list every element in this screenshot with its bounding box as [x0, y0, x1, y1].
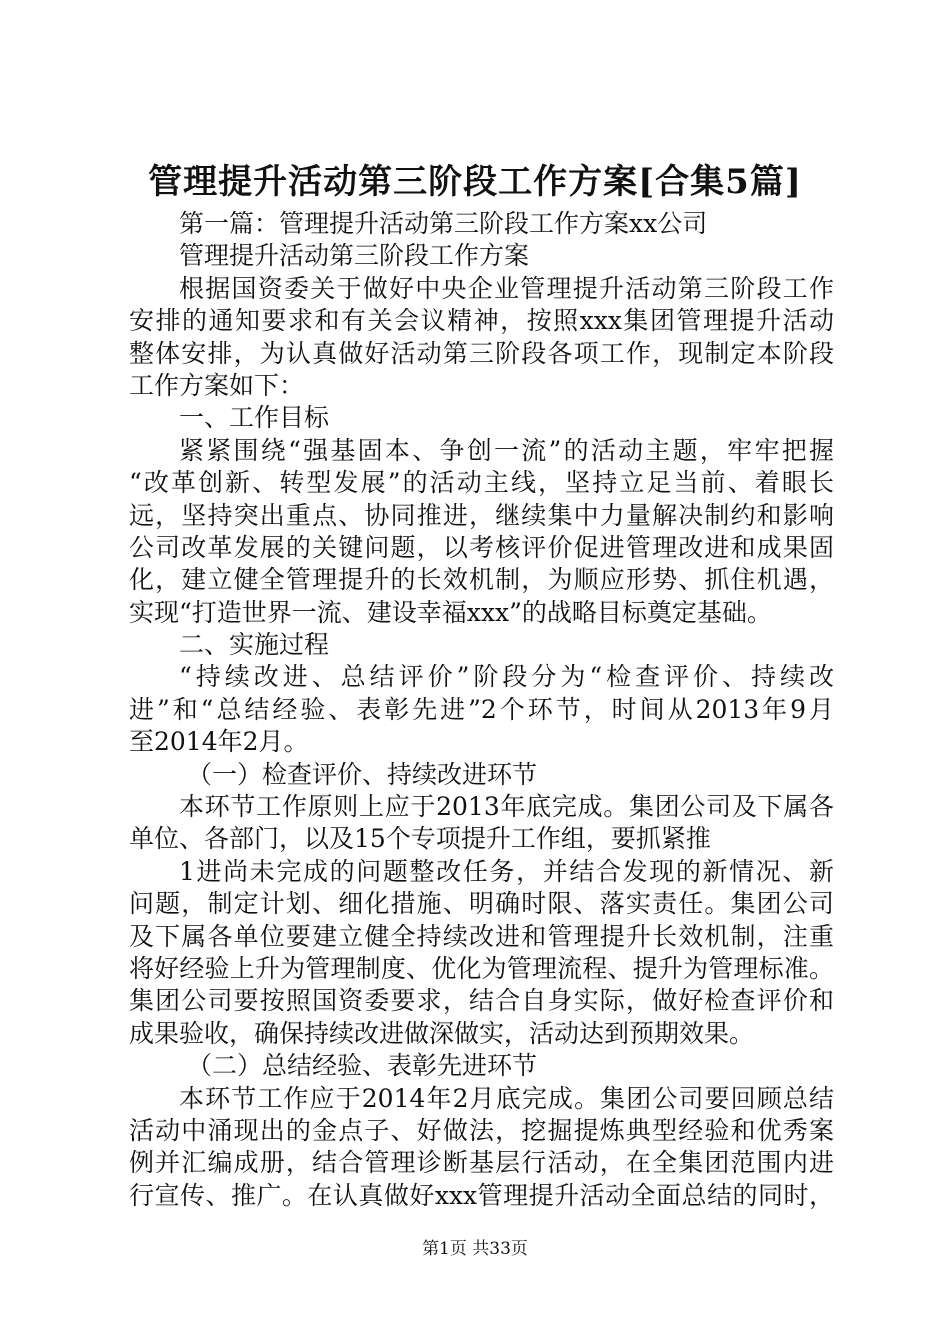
text-line: （一）检查评价、持续改进环节 [187, 759, 538, 789]
text-line: 将好经验上升为管理制度、优化为管理流程、提升为管理标准。 [129, 953, 834, 983]
text-line: 一、工作目标 [179, 403, 330, 433]
text-line: 成果验收，确保持续改进做深做实，活动达到预期效果。 [129, 1018, 755, 1048]
text-line: 根据国资委关于做好中央企业管理提升活动第三阶段工作 [179, 273, 834, 303]
text-line: 单位、各部门，以及15个专项提升工作组，要抓紧推 [129, 824, 711, 854]
text-line: “改革创新、转型发展”的活动主线，坚持立足当前、着眼长 [129, 468, 834, 498]
text-line: 实现“打造世界一流、建设幸福xxx”的战略目标奠定基础。 [129, 597, 772, 627]
text-line: 第一篇：管理提升活动第三阶段工作方案xx公司 [179, 209, 708, 238]
document-title: 管理提升活动第三阶段工作方案[合集5篇] [148, 162, 802, 202]
text-line: 行宣传、推广。在认真做好xxx管理提升活动全面总结的同时， [129, 1180, 834, 1210]
text-line: （二）总结经验、表彰先进环节 [187, 1051, 538, 1081]
text-line: 安排的通知要求和有关会议精神，按照xxx集团管理提升活动 [129, 306, 834, 336]
text-line: 公司改革发展的关键问题，以考核评价促进管理改进和成果固 [129, 532, 834, 562]
text-line: 二、实施过程 [179, 630, 330, 660]
text-line: “持续改进、总结评价”阶段分为“检查评价、持续改 [179, 662, 834, 692]
text-line: 本环节工作原则上应于2013年底完成。集团公司及下属各 [179, 792, 834, 822]
text-line: 例并汇编成册，结合管理诊断基层行活动，在全集团范围内进 [129, 1148, 834, 1178]
text-line: 远，坚持突出重点、协同推进，继续集中力量解决制约和影响 [129, 500, 834, 530]
text-line: 整体安排，为认真做好活动第三阶段各项工作，现制定本阶段 [129, 338, 834, 368]
text-line: 化，建立健全管理提升的长效机制，为顺应形势、抓住机遇， [129, 565, 834, 595]
text-line: 工作方案如下： [129, 370, 305, 400]
text-line: 活动中涌现出的金点子、好做法，挖掘提炼典型经验和优秀案 [129, 1115, 834, 1145]
text-line: 紧紧围绕“强基固本、争创一流”的活动主题，牢牢把握 [179, 435, 834, 465]
page-footer: 第1页 共33页 [422, 1239, 528, 1259]
text-line: 1进尚未完成的问题整改任务，并结合发现的新情况、新 [179, 856, 834, 886]
text-line: 集团公司要按照国资委要求，结合自身实际，做好检查评价和 [129, 986, 834, 1016]
document-body [129, 208, 834, 1212]
text-line: 本环节工作应于2014年2月底完成。集团公司要回顾总结 [179, 1083, 834, 1113]
text-line: 至2014年2月。 [129, 727, 309, 757]
text-line: 及下属各单位要建立健全持续改进和管理提升长效机制，注重 [129, 921, 834, 951]
text-line: 管理提升活动第三阶段工作方案 [179, 241, 530, 271]
text-line: 进”和“总结经验、表彰先进”2个环节，时间从2013年9月 [129, 694, 834, 724]
text-line: 问题，制定计划、细化措施、明确时限、落实责任。集团公司 [129, 889, 834, 919]
